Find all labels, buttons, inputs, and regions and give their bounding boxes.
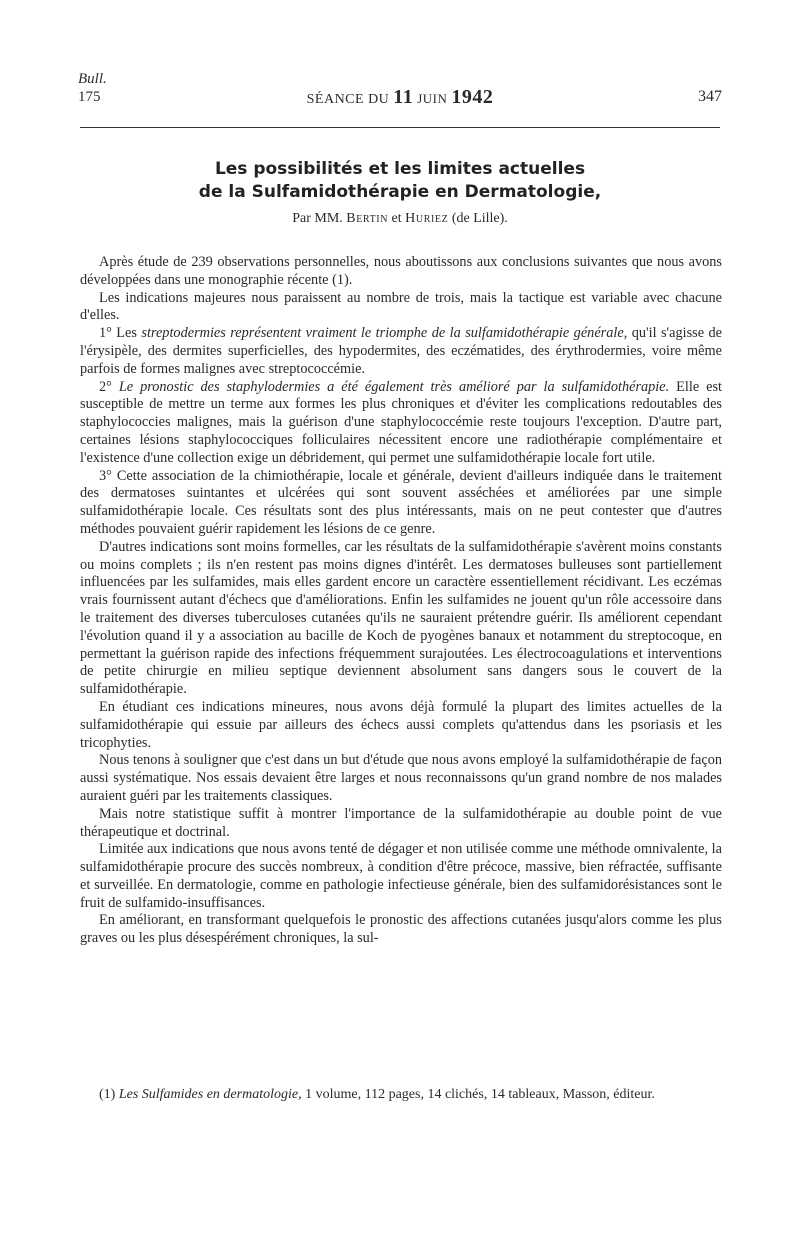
footnote-text: 1 volume, 112 pages, 14 clichés, 14 tableaux, Masson, éditeur.: [305, 1087, 655, 1102]
paragraph: Mais notre statistique suffit à montrer l'importance de la sulfamidothérapie au double point de vue thérapeutique et doctrinal.: [80, 805, 722, 840]
paragraph: En étudiant ces indications mineures, nous avons déjà formulé la plupart des limites actuelles de la sulfamidothérapie qui essuie par ailleurs des échecs aussi complets qu'attendus dans les psoriasis et les tricophyties.: [80, 698, 722, 751]
authors-et: et: [391, 211, 402, 226]
page-number: 347: [698, 88, 722, 105]
paragraph: Les indications majeures nous paraissent au nombre de trois, mais la tactique est variable avec chacune d'elles.: [80, 289, 722, 324]
article-title: [80, 158, 720, 204]
paragraph: 2° Le pronostic des staphylodermies a été également très amélioré par la sulfamidothérapie. Elle est susceptible de mettre un terme aux formes les plus chroniques et d'éviter les complications redoutables des staphylococcies malignes, mais la guérison d'une staphylococcémie reste toujours l'exception. D'autre part, certaines lésions staphylococciques folliculaires nécessitent encore une radiothérapie complémentaire et l'existence d'une collection exige un débridement, qui permet une sulfamidothérapie locale fort utile.: [80, 378, 723, 466]
header-rule: [80, 127, 720, 128]
paragraph: 1° Les streptodermies représentent vraiment le triomphe de la sulfamidothérapie générale, qu'il s'agisse de l'érysipèle, des dermites superficielles, des hypodermites, des eczématides, des érythrodermies, voire même parfois de formes malignes avec streptococcémie.: [80, 325, 722, 377]
paragraph: Après étude de 239 observations personnelles, nous aboutissons aux conclusions suivantes que nous avons développées dans une monographie récente (1).: [80, 254, 722, 288]
paragraph: Nous tenons à souligner que c'est dans un but d'étude que nous avons employé la sulfamidothérapie de façon aussi systématique. Nos essais devaient être larges et nous reconnaissons qu'un grand nombre de nos malades auraient guéri par les traitements classiques.: [80, 752, 722, 804]
session-day: 11: [393, 86, 414, 108]
footnote-book-title: Les Sulfamides en dermatologie,: [118, 1087, 302, 1102]
session-month: JUIN: [417, 91, 448, 106]
running-header: [0, 86, 800, 109]
article-authors: [80, 211, 720, 227]
author-huriez: Huriez: [405, 211, 449, 226]
journal-abbrev: Bull.: [78, 71, 107, 87]
session-year: 1942: [451, 86, 494, 108]
title-line-1: Les possibilités et les limites actuelles: [214, 159, 586, 179]
paragraph: En améliorant, en transformant quelquefois le pronostic des affections cutanées jusqu'alors comme les plus graves ou les plus désespérément chroniques, la sul-: [80, 912, 722, 947]
paragraph: Limitée aux indications que nous avons tenté de dégager et non utilisée comme une méthode omnivalente, la sulfamidothérapie procure des succès nombreux, à condition d'être précoce, massive, bien réfractée, suffisante et surveillée. En dermatologie, comme en pathologie infectieuse générale, bien des sulfamidorésistances sont le fruit de sulfamido-insuffisances.: [80, 841, 722, 911]
author-bertin: Bertin: [346, 211, 389, 226]
paragraph: 3° Cette association de la chimiothérapie, locale et générale, devient d'ailleurs indiquée dans le traitement des dermatoses suintantes et ulcérées qui sont souvent asséchées et améliorées par une simple sulfamidothérapie locale. Ces résultats sont des plus intéressants, mais on ne peut contester que d'autres méthodes pouvaient guérir rapidement les lésions de ce genre.: [80, 467, 722, 537]
footnote: [80, 1086, 722, 1104]
article-body: [80, 254, 722, 948]
title-line-2: de la Sulfamidothérapie en Dermatologie,: [198, 182, 602, 202]
authors-par: Par MM.: [292, 211, 343, 226]
paragraph: D'autres indications sont moins formelles, car les résultats de la sulfamidothérapie s'avèrent moins constants ou moins complets ; ils n'en restent pas moins dignes d'intérêt. Les dermatoses bulleuses sont partiellement influencées par les sulfamides, mais elles gardent encore un caractère essentiellement récidivant. Les eczémas vrais fournissent autant d'échecs que d'améliorations. Enfin les sulfamides ne jouent qu'un rôle accessoire dans le traitement des diverses tuberculoses cutanées qu'ils ne sauraient prétendre guérir. Ils améliorent cependant l'évolution quand il y a association au bacille de Koch de pyogènes banaux et notamment du streptocoque, en permettant la guérison rapide des infections fréquemment surajoutées. Les électrocoagulations et interventions de petite chirurgie en milieu septique deviennent absolument sans dangers sous le couvert de la sulfamidothérapie.: [80, 538, 722, 698]
author-affiliation: (de Lille).: [451, 211, 508, 226]
volume-number: 175: [78, 89, 101, 105]
session-prefix: SÉANCE DU: [306, 92, 390, 107]
footnote-marker: (1): [99, 1087, 116, 1102]
